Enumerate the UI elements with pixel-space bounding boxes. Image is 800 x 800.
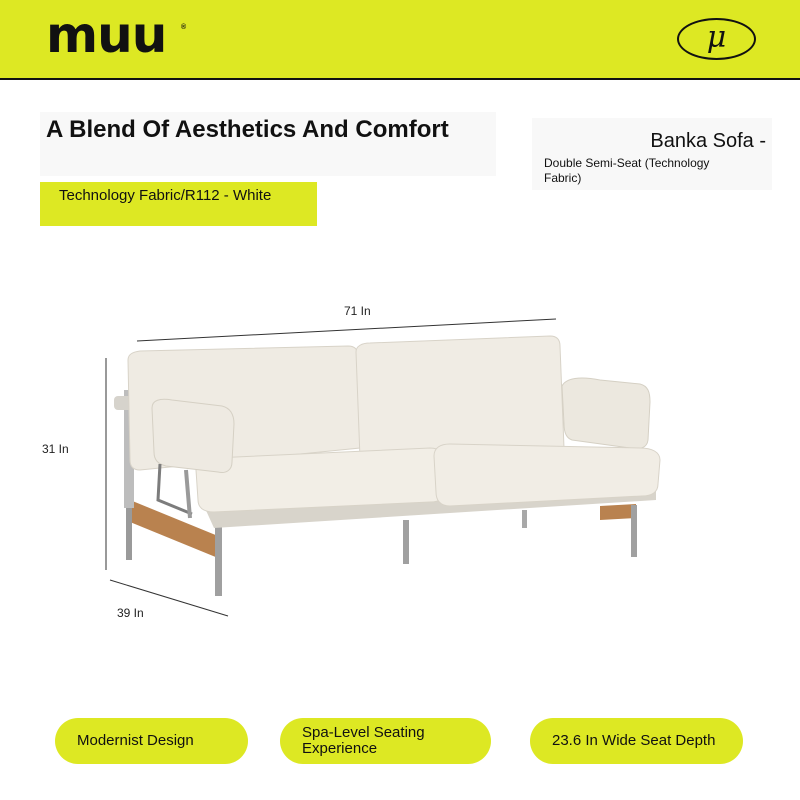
armrest-pillow-left <box>152 399 234 472</box>
sofa-leg <box>631 505 637 557</box>
feature-label: Modernist Design <box>77 732 194 749</box>
armrest-pillow-right <box>562 378 650 449</box>
feature-label: 23.6 In Wide Seat Depth <box>552 732 716 749</box>
sofa-leg <box>403 520 409 564</box>
seat-cushion-left <box>196 448 446 512</box>
feature-badge-modernist <box>55 718 248 764</box>
fabric-label: Technology Fabric/R112 - White <box>59 187 272 204</box>
product-name: Banka Sofa - <box>650 130 766 152</box>
feature-badge-seat-depth <box>530 718 743 764</box>
sofa-leg <box>126 500 132 560</box>
width-dimension-label: 71 In <box>344 304 371 318</box>
registered-mark: ® <box>181 24 187 31</box>
sofa-leg <box>522 510 527 528</box>
page-headline: A Blend Of Aesthetics And Comfort <box>46 116 449 143</box>
product-subtitle: Double Semi-Seat (Technology Fabric) <box>544 156 710 185</box>
height-dimension-label: 31 In <box>42 442 69 456</box>
back-cushion-right <box>356 336 564 458</box>
feature-label: Spa-Level Seating Experience <box>302 724 425 757</box>
sofa-leg <box>215 520 222 596</box>
depth-dimension-label: 39 In <box>117 606 144 620</box>
feature-badge-seating <box>280 718 491 764</box>
brand-logo[interactable]: muu <box>46 6 167 64</box>
width-dimension-line <box>137 319 556 341</box>
mu-logo-icon[interactable]: μ <box>677 18 756 60</box>
sofa-right-wood <box>600 504 636 520</box>
seat-cushion-right <box>434 444 660 506</box>
